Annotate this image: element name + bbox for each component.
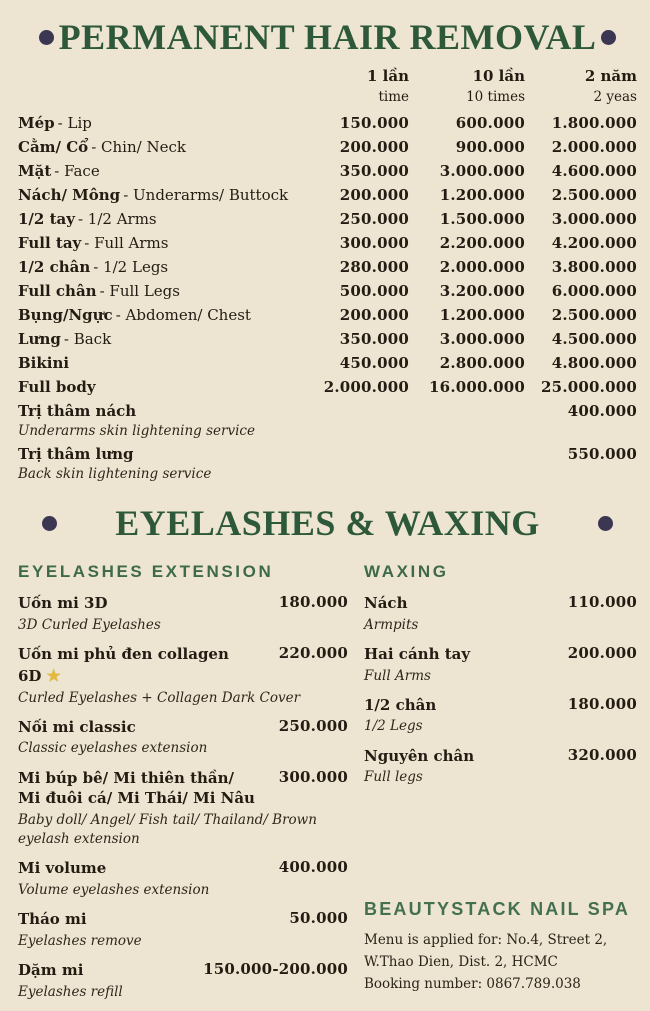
price-table-body	[18, 115, 637, 397]
price-row	[18, 115, 637, 133]
eyelashes-extension-heading: EYELASHES EXTENSION	[18, 562, 274, 581]
service-name-vi: Bụng/Ngực	[18, 306, 113, 324]
service-name-vi: Mép	[18, 114, 55, 132]
service-name	[18, 211, 303, 229]
column-header-2-years: 2 năm 2 yeas	[584, 67, 637, 105]
service-name-en: - Full Legs	[99, 282, 180, 300]
service-name-en: Underarms skin lightening service	[18, 423, 255, 439]
price-10-times: 2.000.000	[439, 258, 525, 276]
service-item	[18, 768, 348, 850]
service-item	[18, 909, 348, 951]
price-row	[18, 187, 637, 205]
service-price: 180.000	[567, 694, 637, 713]
column-header-1-time: 1 lần time	[367, 67, 409, 105]
price-10-times: 3.000.000	[439, 162, 525, 180]
service-price: 400.000	[567, 402, 637, 420]
service-price: 110.000	[567, 593, 637, 611]
two-column-section	[18, 550, 637, 1011]
price-1-time: 500.000	[339, 282, 409, 300]
service-name	[18, 283, 303, 301]
service-name-vi: Trị thâm lưng	[18, 445, 134, 463]
waxing-heading: WAXING	[364, 562, 449, 581]
service-price: 150.000-200.000	[203, 959, 348, 978]
service-item	[18, 960, 348, 1002]
footer-address-line: W.Thao Dien, Dist. 2, HCMC	[364, 953, 558, 970]
service-name-vi: Uốn mi phủ đen collagen 6D ★	[18, 644, 229, 685]
service-name-vi: Tháo mi	[18, 910, 87, 929]
hair-removal-price-table	[18, 68, 637, 482]
service-name	[18, 331, 303, 349]
section-title: EYELASHES & WAXING	[115, 503, 540, 543]
service-name-en: 1/2 Legs	[364, 718, 423, 735]
price-2-years: 4.800.000	[551, 354, 637, 372]
service-price: 550.000	[567, 445, 637, 463]
service-item	[364, 746, 637, 788]
price-1-time: 300.000	[339, 234, 409, 252]
service-name-en: Baby doll/ Angel/ Fish tail/ Thailand/ Brown eyelash extension	[18, 811, 317, 848]
price-10-times: 3.000.000	[439, 330, 525, 348]
eyelashes-waxing-header	[18, 502, 637, 544]
price-row	[18, 283, 637, 301]
service-name-vi: Trị thâm nách	[18, 402, 137, 420]
service-name-en: Eyelashes remove	[18, 932, 142, 949]
service-name-vi: Mi volume	[18, 859, 107, 878]
price-2-years: 1.800.000	[551, 114, 637, 132]
service-name-en: - Lip	[57, 114, 92, 132]
service-item	[18, 593, 348, 635]
waxing-item-list	[364, 593, 637, 787]
price-1-time: 150.000	[339, 114, 409, 132]
service-item	[364, 695, 637, 737]
price-row	[18, 235, 637, 253]
service-name-en: Back skin lightening service	[18, 466, 212, 482]
price-1-time: 250.000	[339, 210, 409, 228]
price-2-years: 3.800.000	[551, 258, 637, 276]
price-table-header-row	[18, 68, 637, 106]
bullet-icon	[39, 30, 54, 45]
price-2-years: 2.500.000	[551, 186, 637, 204]
price-row	[18, 355, 637, 373]
price-10-times: 2.800.000	[439, 354, 525, 372]
eyelashes-extension-column	[18, 550, 348, 1011]
price-1-time: 350.000	[339, 162, 409, 180]
service-name-vi: Nguyên chân	[364, 746, 475, 765]
price-10-times: 3.200.000	[439, 282, 525, 300]
special-price-row	[18, 403, 637, 439]
price-2-years: 3.000.000	[551, 210, 637, 228]
special-price-row	[18, 446, 637, 482]
service-name-en: Volume eyelashes extension	[18, 881, 210, 898]
service-name-en: Full Arms	[364, 667, 431, 684]
price-row	[18, 331, 637, 349]
service-name-vi: Full body	[18, 378, 96, 396]
service-price: 300.000	[278, 767, 348, 786]
page-title: PERMANENT HAIR REMOVAL	[58, 17, 597, 57]
star-icon: ★	[46, 665, 61, 685]
service-item	[18, 644, 348, 708]
price-10-times: 2.200.000	[439, 234, 525, 252]
price-1-time: 2.000.000	[323, 378, 409, 396]
price-2-years: 4.500.000	[551, 330, 637, 348]
price-2-years: 25.000.000	[541, 378, 637, 396]
service-item	[18, 858, 348, 900]
price-2-years: 2.500.000	[551, 306, 637, 324]
service-name	[18, 139, 303, 157]
service-name-vi: Mi búp bê/ Mi thiên thần/ Mi đuôi cá/ Mi Thái/ Mi Nâu	[18, 768, 255, 808]
service-name	[18, 115, 303, 133]
price-row	[18, 259, 637, 277]
service-name	[18, 307, 303, 325]
service-name-vi: Full tay	[18, 234, 82, 252]
service-name-en: Classic eyelashes extension	[18, 740, 208, 757]
service-item	[364, 593, 637, 635]
hair-removal-header	[18, 16, 637, 58]
price-2-years: 2.000.000	[551, 138, 637, 156]
footer-booking-number: Booking number: 0867.789.038	[364, 975, 581, 992]
service-name-en: Eyelashes refill	[18, 983, 123, 1000]
price-2-years: 4.200.000	[551, 234, 637, 252]
service-name-vi: 1/2 chân	[18, 258, 91, 276]
price-10-times: 1.200.000	[439, 306, 525, 324]
service-item	[18, 717, 348, 759]
price-row	[18, 163, 637, 181]
service-name-vi: 1/2 tay	[18, 210, 75, 228]
service-price: 50.000	[289, 909, 348, 928]
service-name	[18, 235, 303, 253]
service-name-en: - 1/2 Arms	[77, 210, 157, 228]
service-name-vi: Hai cánh tay	[364, 644, 471, 663]
spa-footer	[364, 899, 637, 995]
service-name-en: - 1/2 Legs	[93, 258, 169, 276]
service-price: 200.000	[567, 643, 637, 662]
price-row	[18, 211, 637, 229]
price-2-years: 6.000.000	[551, 282, 637, 300]
service-name	[18, 187, 303, 205]
service-name-en: - Underarms/ Buttock	[123, 186, 289, 204]
price-10-times: 600.000	[455, 114, 525, 132]
price-1-time: 200.000	[339, 306, 409, 324]
service-name	[18, 355, 303, 373]
service-name-en: - Abdomen/ Chest	[115, 306, 251, 324]
price-1-time: 280.000	[339, 258, 409, 276]
service-name-vi: Lưng	[18, 330, 61, 348]
price-row	[18, 139, 637, 157]
service-name-en: - Face	[54, 162, 100, 180]
price-row	[18, 379, 637, 397]
service-name	[18, 163, 303, 181]
price-10-times: 16.000.000	[429, 378, 525, 396]
service-price: 180.000	[278, 593, 348, 611]
footer-address-line: Menu is applied for: No.4, Street 2,	[364, 932, 608, 949]
column-header-10-times: 10 lần 10 times	[466, 67, 525, 105]
service-name-vi: Dặm mi	[18, 960, 84, 979]
price-1-time: 450.000	[339, 354, 409, 372]
service-name-vi: Uốn mi 3D	[18, 594, 108, 612]
service-name-vi: Bikini	[18, 354, 70, 372]
service-name-en: Armpits	[364, 616, 419, 633]
service-name-en: Curled Eyelashes + Collagen Dark Cover	[18, 689, 301, 706]
price-1-time: 200.000	[339, 138, 409, 156]
service-name-en: - Chin/ Neck	[91, 138, 186, 156]
price-10-times: 900.000	[455, 138, 525, 156]
service-name-vi: 1/2 chân	[364, 695, 437, 714]
service-name-vi: Mặt	[18, 162, 52, 180]
service-name-vi: Full chân	[18, 282, 97, 300]
price-2-years: 4.600.000	[551, 162, 637, 180]
service-name-vi: Nách	[364, 594, 408, 612]
price-10-times: 1.200.000	[439, 186, 525, 204]
service-price: 400.000	[278, 858, 348, 877]
service-name	[18, 259, 303, 277]
eyelashes-item-list	[18, 593, 348, 1002]
price-10-times: 1.500.000	[439, 210, 525, 228]
bullet-icon	[601, 30, 616, 45]
brand-name: BEAUTYSTACK NAIL SPA	[364, 899, 631, 920]
service-name	[18, 379, 303, 397]
service-price: 220.000	[278, 643, 348, 662]
service-name-vi: Nối mi classic	[18, 717, 136, 736]
service-name-en: - Full Arms	[84, 234, 169, 252]
service-item	[364, 644, 637, 686]
service-name-vi: Cằm/ Cổ	[18, 138, 89, 156]
price-row	[18, 307, 637, 325]
bullet-icon	[42, 516, 57, 531]
service-name-en: 3D Curled Eyelashes	[18, 616, 161, 633]
price-1-time: 350.000	[339, 330, 409, 348]
service-name-vi: Nách/ Mông	[18, 186, 121, 204]
price-1-time: 200.000	[339, 186, 409, 204]
waxing-column	[364, 550, 637, 1011]
service-name-en: Full legs	[364, 769, 423, 786]
service-price: 320.000	[567, 745, 637, 764]
skin-lightening-rows	[18, 403, 637, 482]
service-name-en: - Back	[63, 330, 112, 348]
service-price: 250.000	[278, 716, 348, 735]
bullet-icon	[598, 516, 613, 531]
